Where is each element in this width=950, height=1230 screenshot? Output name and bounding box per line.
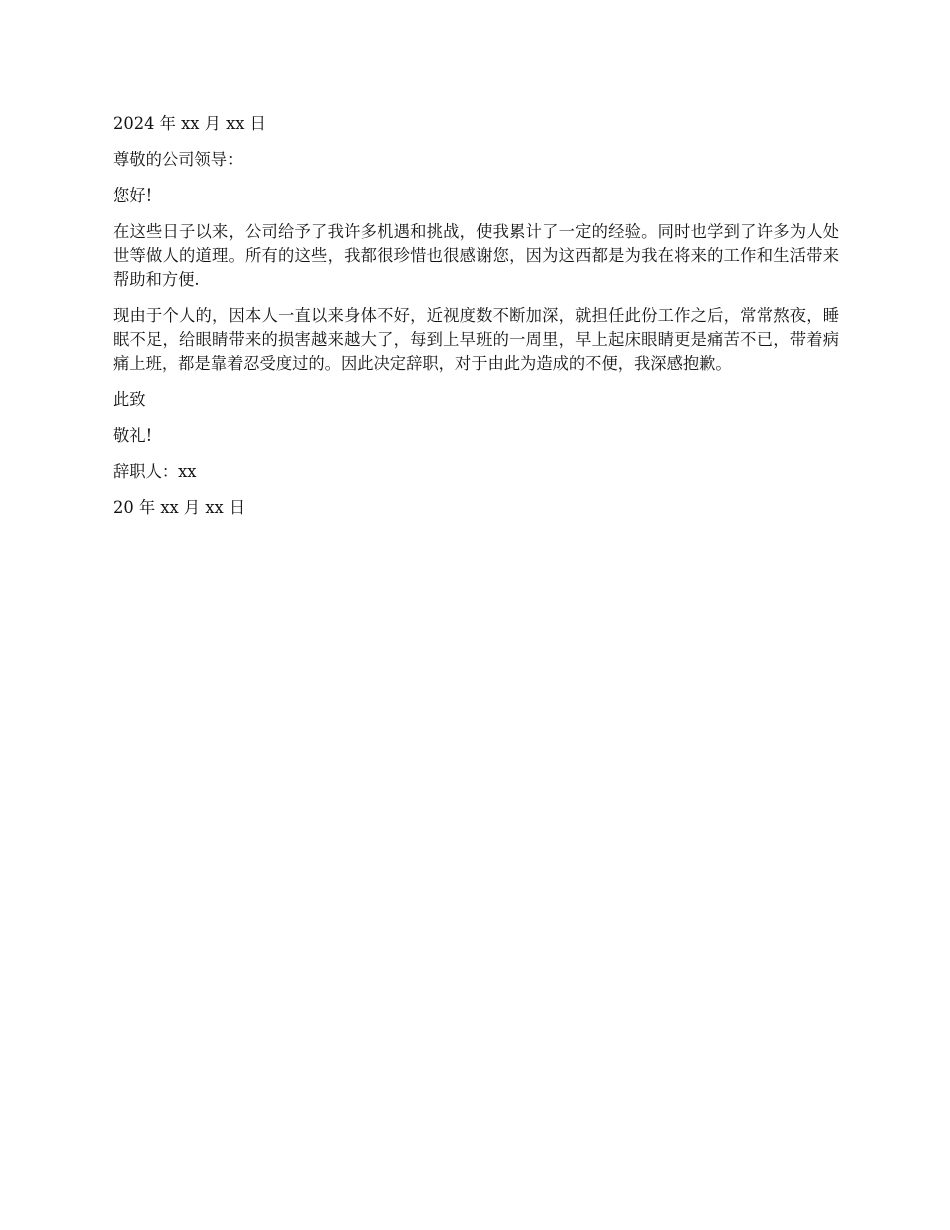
letter-paragraph-2: 现由于个人的，因本人一直以来身体不好，近视度数不断加深，就担任此份工作之后，常常熬夜，睡眠不足，给眼睛带来的损害越来越大了，每到上早班的一周里，早上起床眼睛更是痛苦不已，带着病痛上班，都是靠着忍受度过的。因此决定辞职，对于由此为造成的不便，我深感抱歉。 (113, 306, 839, 373)
letter-closing-1: 此致 (113, 390, 146, 409)
letter-signature: 辞职人：xx (113, 462, 197, 481)
letter-closing-2: 敬礼! (113, 426, 153, 445)
letter-salutation: 尊敬的公司领导： (113, 150, 244, 169)
letter-paragraph-1: 在这些日子以来，公司给予了我许多机遇和挑战，使我累计了一定的经验。同时也学到了许多为人处世等做人的道理。所有的这些，我都很珍惜也很感谢您，因为这西都是为我在将来的工作和生活带来帮助和方便. (113, 222, 839, 289)
letter-date-bottom: 20 年 xx 月 xx 日 (113, 498, 246, 517)
letter-body (113, 112, 839, 532)
letter-date-top: 2024 年 xx 月 xx 日 (113, 114, 266, 133)
letter-greeting: 您好! (113, 186, 153, 205)
